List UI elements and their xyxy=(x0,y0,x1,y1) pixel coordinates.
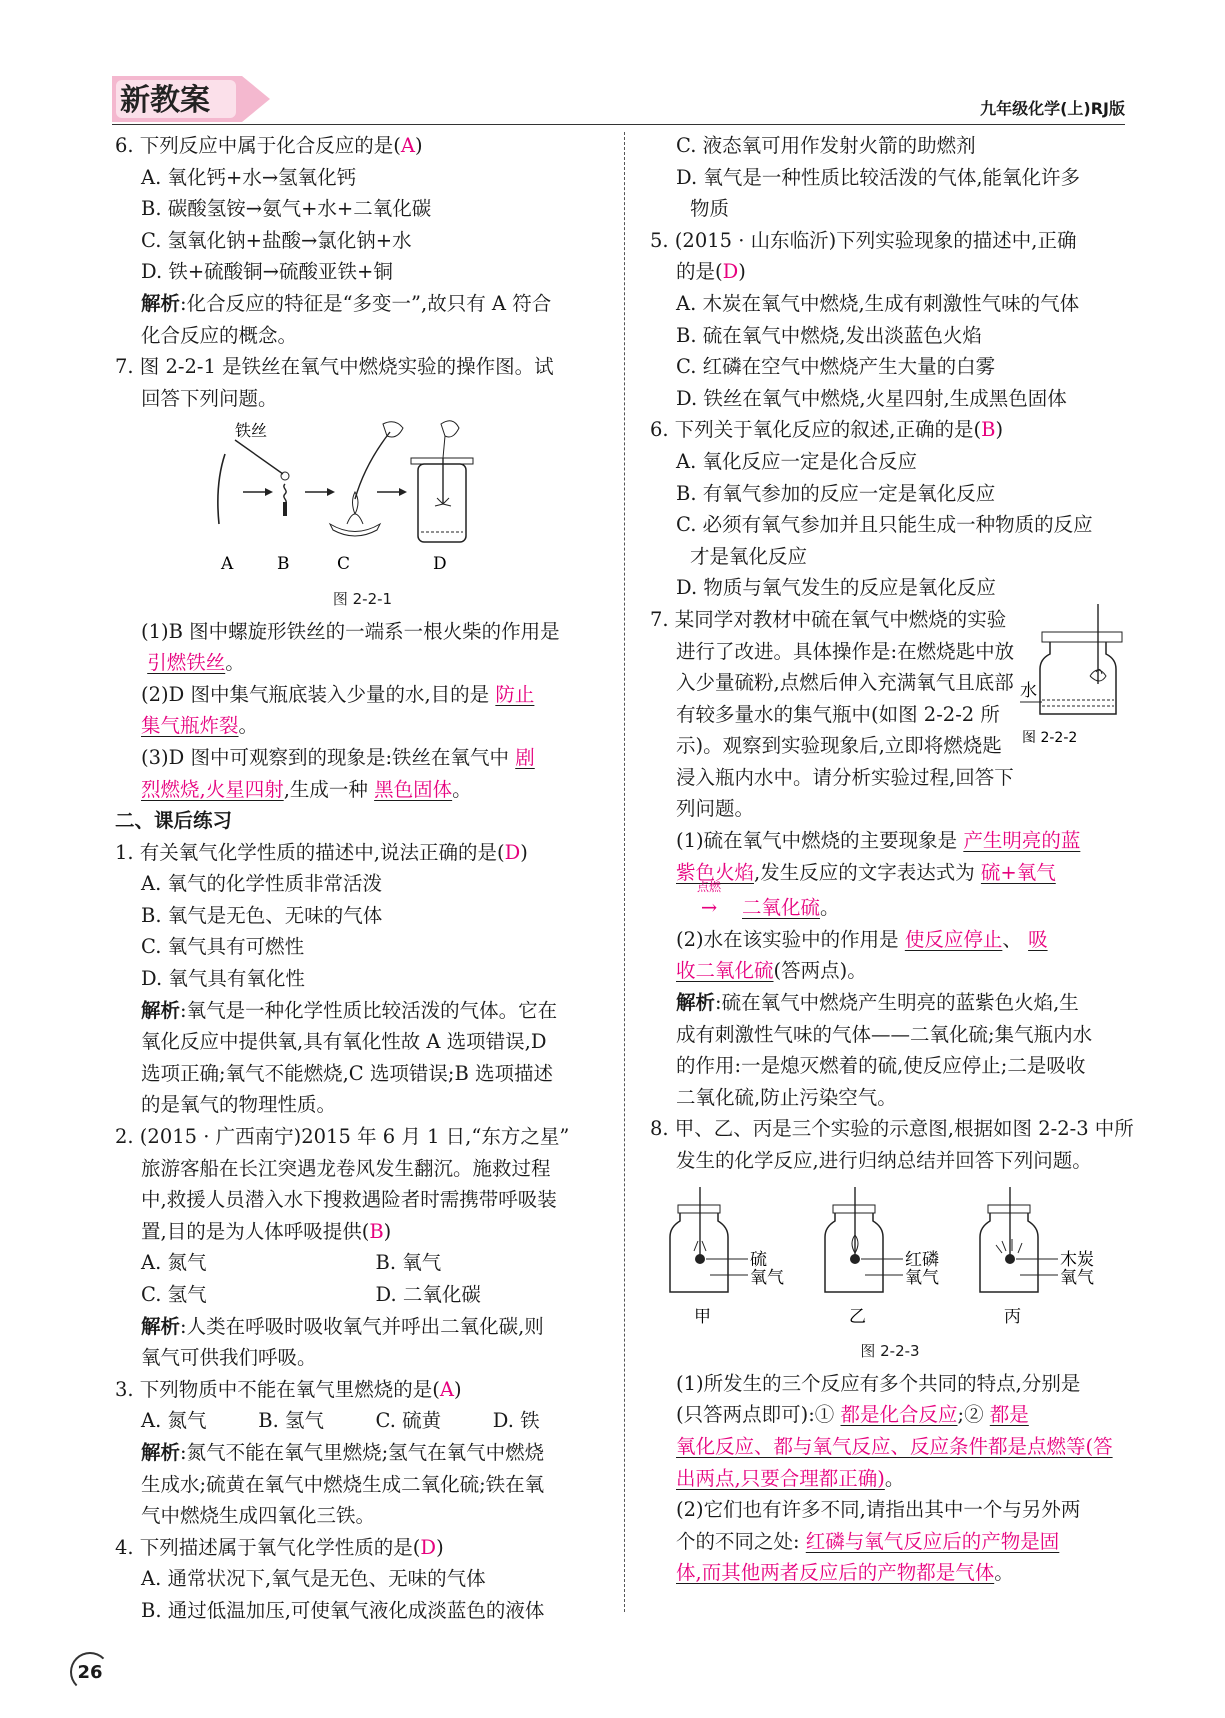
homework-2-cont: 旅游客船在长江突遇龙卷风发生翻沉。施救过程 xyxy=(141,1156,551,1180)
question-6: 6. 下列反应中属于化合反应的是(A) xyxy=(115,134,423,157)
homework-6: 6. 下列关于氧化反应的叙述,正确的是(B) xyxy=(650,418,1004,442)
header-rule xyxy=(112,124,1125,125)
fill-answer: 氧化反应、都与氧气反应、反应条件都是点燃等(答 xyxy=(676,1434,1113,1458)
q7-part3: (3)D 图中可观察到的现象是:铁丝在氧气中 剧 xyxy=(141,745,535,769)
jar-bing xyxy=(980,1187,1094,1327)
option: B. 通过低温加压,可使氧气液化成淡蓝色的液体 xyxy=(141,1598,545,1622)
fill-answer: 防止 xyxy=(495,682,535,706)
option-row: A. 氮气 B. 氧气 xyxy=(141,1251,442,1275)
answer-choice: A xyxy=(439,1377,455,1401)
option: C. 必须有氧气参加并且只能生成一种物质的反应 xyxy=(676,513,1093,537)
analysis-cont: 生成水;硫黄在氧气中燃烧生成二氧化硫;铁在氧 xyxy=(141,1472,545,1496)
fill-answer: 出两点,只要合理都正确) xyxy=(676,1466,885,1490)
option: A. 氧化钙+水→氢氧化钙 xyxy=(141,165,357,189)
jar-jia xyxy=(670,1187,784,1327)
homework-2-cont: 置,目的是为人体呼吸提供(B) xyxy=(141,1219,392,1243)
analysis-cont: 二氧化硫,防止污染空气。 xyxy=(676,1085,897,1109)
analysis-cont: 的作用:一是熄灭燃着的硫,使反应停止;二是吸收 xyxy=(676,1054,1086,1078)
fill-answer: 都是 xyxy=(989,1403,1029,1427)
q8-part1-cont xyxy=(650,1431,1130,1463)
option-row: A. 氮气 B. 氢气 C. 硫黄 D. 铁 xyxy=(141,1409,540,1433)
answer-choice: D xyxy=(420,1535,437,1559)
fill-answer: 二氧化硫 xyxy=(742,896,821,920)
figure-2-2-1 xyxy=(115,414,610,574)
svg-text:甲: 甲 xyxy=(694,1306,711,1327)
q8-part1: (1)所发生的三个反应有多个共同的特点,分别是 xyxy=(676,1371,1081,1395)
q8-part2: (2)它们也有许多不同,请指出其中一个与另外两 xyxy=(676,1498,1081,1522)
homework-5-cont: 的是(D) xyxy=(676,260,746,284)
option-cont: 物质 xyxy=(690,197,730,221)
option: B. 氧气是无色、无味的气体 xyxy=(141,903,383,927)
homework-7: 7. 某同学对教材中硫在氧气中燃烧的实验 xyxy=(650,607,1007,631)
option: C. 液态氧可用作发射火箭的助燃剂 xyxy=(676,134,976,157)
homework-7-cont: 进行了改进。具体操作是:在燃烧匙中放 xyxy=(676,639,1015,663)
fill-answer: 引燃铁丝 xyxy=(147,651,226,675)
option: A. 氧气的化学性质非常活泼 xyxy=(141,872,382,896)
fill-answer: 收二氧化硫 xyxy=(676,959,774,983)
svg-text:氧气: 氧气 xyxy=(1060,1267,1094,1288)
svg-text:图 2-2-2: 图 2-2-2 xyxy=(1022,729,1078,746)
svg-text:氧气: 氧气 xyxy=(750,1267,784,1288)
homework-7-cont: 有较多量水的集气瓶中(如图 2-2-2 所 xyxy=(676,702,1000,726)
svg-text:红磷: 红磷 xyxy=(905,1249,939,1270)
option-row: C. 氢气 D. 二氧化碳 xyxy=(141,1283,481,1306)
figure-2-2-3 xyxy=(650,1177,1130,1327)
svg-text:铁丝: 铁丝 xyxy=(235,421,268,441)
logo-text: 新教案 xyxy=(120,83,210,118)
right-column xyxy=(650,130,1134,1589)
option-cont: 才是氧化反应 xyxy=(690,544,808,568)
q7-part2-cont: 集气瓶炸裂。 xyxy=(141,714,259,738)
option: D. 物质与氧气发生的反应是氧化反应 xyxy=(676,576,996,600)
analysis: 解析:氮气不能在氧气里燃烧;氢气在氧气中燃烧 xyxy=(141,1440,545,1464)
q7-part1-equation: 点燃 → 二氧化硫。 xyxy=(650,892,1130,924)
option: B. 有氧气参加的反应一定是氧化反应 xyxy=(676,481,996,505)
homework-4: 4. 下列描述属于氧气化学性质的是(D) xyxy=(115,1535,444,1559)
question-7: 7. 图 2-2-1 是铁丝在氧气中燃烧实验的操作图。试 xyxy=(115,355,554,379)
question-7-cont: 回答下列问题。 xyxy=(141,386,278,410)
svg-text:氧气: 氧气 xyxy=(905,1267,939,1288)
analysis-cont: 成有刺激性气味的气体——二氧化硫;集气瓶内水 xyxy=(676,1022,1093,1046)
homework-8-cont: 发生的化学反应,进行归纳总结并回答下列问题。 xyxy=(676,1149,1092,1172)
svg-text:C: C xyxy=(337,554,351,575)
option: D. 铁丝在氧气中燃烧,火星四射,生成黑色固体 xyxy=(676,386,1067,410)
q7-part1-answer: 引燃铁丝。 xyxy=(147,651,245,675)
homework-3: 3. 下列物质中不能在氧气里燃烧的是(A) xyxy=(115,1377,462,1401)
homework-8: 8. 甲、乙、丙是三个实验的示意图,根据如图 2-2-3 中所 xyxy=(650,1117,1134,1141)
fill-answer: 黑色固体 xyxy=(374,777,453,801)
option: C. 红磷在空气中燃烧产生大量的白雾 xyxy=(676,355,996,379)
q8-part2-cont: 体,而其他两者反应后的产物都是气体。 xyxy=(676,1561,1014,1585)
q7-part1: (1)硫在氧气中燃烧的主要现象是 产生明亮的蓝 xyxy=(676,829,1081,853)
figure-2-2-2 xyxy=(1020,604,1130,764)
subject-label: 九年级化学(上)RJ版 xyxy=(980,99,1125,118)
q8-part1-cont: (只答两点即可):① 都是化合反应;② 都是 xyxy=(676,1403,1029,1427)
svg-text:乙: 乙 xyxy=(849,1306,866,1327)
fill-answer: 吸 xyxy=(1028,927,1048,951)
analysis: 解析:人类在呼吸时吸收氧气并呼出二氧化碳,则 xyxy=(141,1314,544,1338)
analysis: 解析:化合反应的特征是“多变一”,故只有 A 符合 xyxy=(141,291,552,315)
fill-answer: 红磷与氧气反应后的产物是固 xyxy=(805,1529,1060,1553)
analysis-cont: 的是氧气的物理性质。 xyxy=(141,1093,337,1117)
q7-part1: (1)B 图中螺旋形铁丝的一端系一根火柴的作用是 xyxy=(141,619,560,643)
homework-2-cont: 中,救援人员潜入水下搜救遇险者时需携带呼吸装 xyxy=(141,1188,557,1212)
option: B. 碳酸氢铵→氨气+水+二氧化碳 xyxy=(141,197,432,221)
fill-answer: 使反应停止 xyxy=(904,927,1003,951)
analysis: 解析:氧气是一种化学性质比较活泼的气体。它在 xyxy=(141,998,558,1022)
fill-answer: 都是化合反应 xyxy=(840,1403,958,1427)
analysis: 解析:硫在氧气中燃烧产生明亮的蓝紫色火焰,生 xyxy=(676,991,1079,1015)
fill-answer: 硫+氧气 xyxy=(980,860,1056,884)
svg-text:D: D xyxy=(433,554,447,575)
homework-1: 1. 有关氧气化学性质的描述中,说法正确的是(D) xyxy=(115,840,528,864)
option: A. 木炭在氧气中燃烧,生成有刺激性气味的气体 xyxy=(676,291,1080,315)
answer-choice: A xyxy=(400,134,416,157)
q8-part1-cont: 出两点,只要合理都正确)。 xyxy=(676,1466,905,1490)
q7-part2-cont: 收二氧化硫(答两点)。 xyxy=(676,959,867,983)
book-logo xyxy=(112,76,272,122)
svg-text:A: A xyxy=(221,554,234,575)
analysis-cont: 选项正确;氧气不能燃烧,C 选项错误;B 选项描述 xyxy=(141,1061,553,1085)
q7-part2: (2)D 图中集气瓶底装入少量的水,目的是 防止 xyxy=(141,682,535,706)
left-column xyxy=(115,130,610,1627)
figure-caption: 图 2-2-1 xyxy=(332,589,393,608)
answer-choice: D xyxy=(722,260,739,284)
q7-part1-cont: 紫色火焰,发生反应的文字表达式为 硫+氧气 xyxy=(676,860,1056,884)
page-number: 26 xyxy=(70,1652,110,1692)
analysis-cont: 气中燃烧生成四氧化三铁。 xyxy=(141,1504,376,1528)
q8-part2-cont: 个的不同之处: 红磷与氧气反应后的产物是固 xyxy=(676,1529,1060,1553)
option: D. 氧气具有氧化性 xyxy=(141,967,305,991)
figure-caption: 图 2-2-3 xyxy=(860,1342,920,1361)
svg-text:硫: 硫 xyxy=(750,1249,767,1270)
column-divider xyxy=(624,132,625,1612)
fill-answer: 烈燃烧,火星四射 xyxy=(141,777,284,801)
answer-choice: D xyxy=(504,840,521,864)
q7-part3-cont: 烈燃烧,火星四射,生成一种 黑色固体。 xyxy=(141,777,472,801)
svg-text:B: B xyxy=(277,554,290,575)
fill-answer: 集气瓶炸裂 xyxy=(141,714,239,738)
homework-7-cont: 示)。观察到实验现象后,立即将燃烧匙 xyxy=(676,734,1002,758)
option: D. 氧气是一种性质比较活泼的气体,能氧化许多 xyxy=(676,165,1081,189)
fill-answer: 产生明亮的蓝 xyxy=(963,829,1081,853)
option: C. 氧气具有可燃性 xyxy=(141,935,305,959)
fill-answer: 紫色火焰 xyxy=(676,860,755,884)
svg-text:水: 水 xyxy=(1020,680,1037,701)
analysis-cont: 化合反应的概念。 xyxy=(141,323,298,347)
option: A. 通常状况下,氧气是无色、无味的气体 xyxy=(141,1567,486,1591)
answer-choice: B xyxy=(981,418,996,442)
homework-7-cont: 浸入瓶内水中。请分析实验过程,回答下 xyxy=(676,765,1014,789)
analysis-cont: 氧气可供我们呼吸。 xyxy=(141,1346,317,1370)
q7-part2: (2)水在该实验中的作用是 使反应停止、 吸 xyxy=(676,927,1048,951)
option: C. 氢氧化钠+盐酸→氯化钠+水 xyxy=(141,228,412,252)
reaction-arrow: 点燃 → xyxy=(696,880,721,920)
svg-text:丙: 丙 xyxy=(1004,1306,1021,1327)
homework-7-block xyxy=(650,604,1130,825)
option: B. 硫在氧气中燃烧,发出淡蓝色火焰 xyxy=(676,323,982,347)
homework-7-cont: 入少量硫粉,点燃后伸入充满氧气且底部 xyxy=(676,671,1014,695)
fill-answer: 体,而其他两者反应后的产物都是气体 xyxy=(676,1561,995,1585)
answer-choice: B xyxy=(369,1219,384,1243)
fill-answer: 剧 xyxy=(515,745,535,769)
homework-2: 2. (2015 · 广西南宁)2015 年 6 月 1 日,“东方之星” xyxy=(115,1125,570,1149)
jar-yi xyxy=(825,1187,939,1327)
section-heading: 二、课后练习 xyxy=(115,809,233,833)
analysis-cont: 氧化反应中提供氧,具有氧化性故 A 选项错误,D xyxy=(141,1030,547,1054)
homework-5: 5. (2015 · 山东临沂)下列实验现象的描述中,正确 xyxy=(650,228,1077,252)
option: D. 铁+硫酸铜→硫酸亚铁+铜 xyxy=(141,260,393,284)
svg-text:木炭: 木炭 xyxy=(1060,1249,1094,1270)
homework-7-cont: 列问题。 xyxy=(676,797,755,821)
option: A. 氧化反应一定是化合反应 xyxy=(676,449,917,473)
